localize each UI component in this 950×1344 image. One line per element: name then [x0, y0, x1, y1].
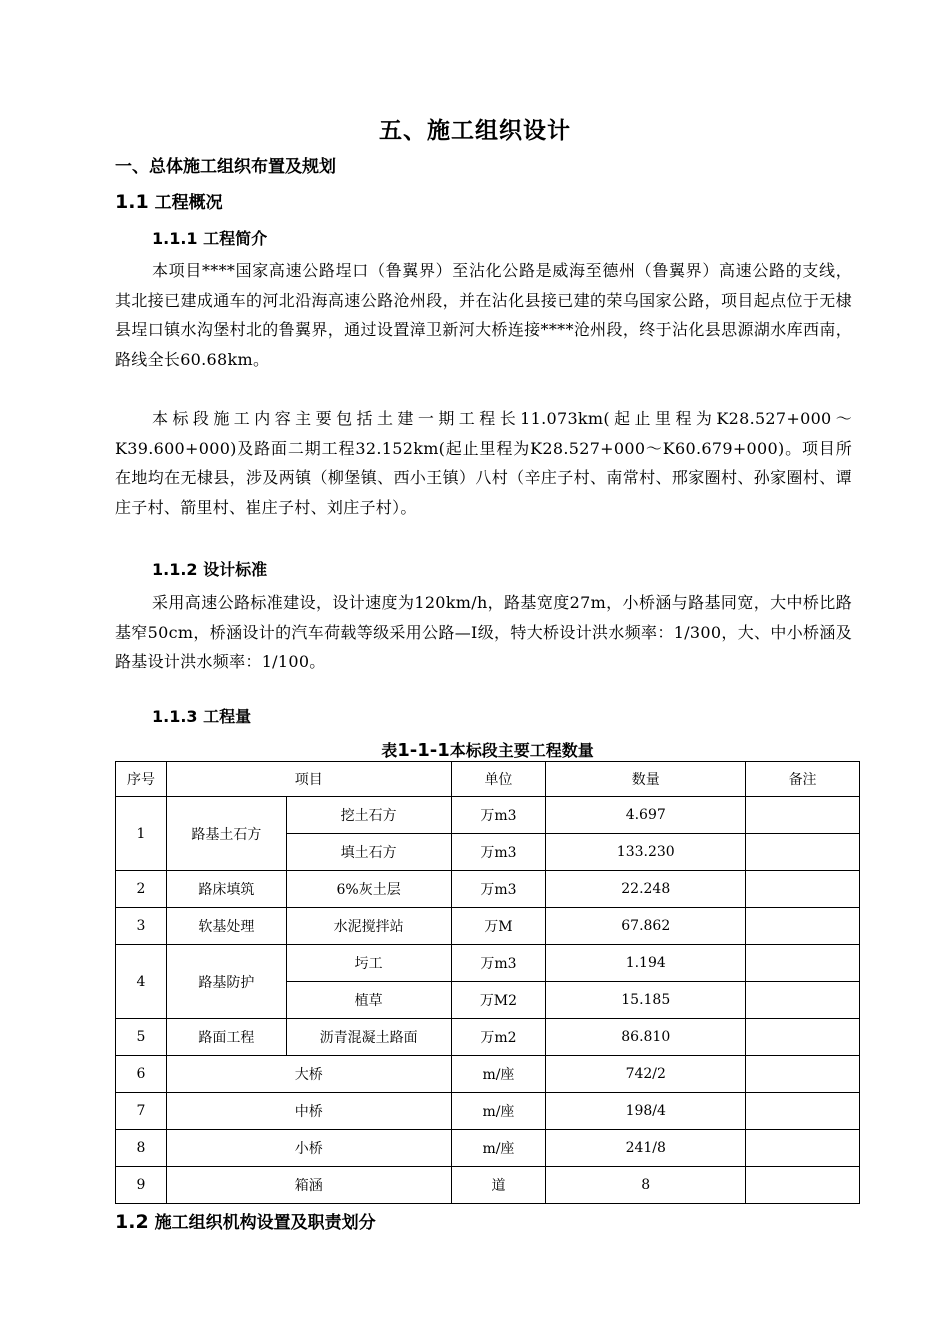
table-header-row	[116, 762, 860, 797]
cell-qty: 15.185	[546, 982, 746, 1019]
cell-qty: 742/2	[546, 1056, 746, 1093]
section-number: 1.1	[115, 191, 149, 213]
cell-unit: 万m3	[451, 834, 546, 871]
table-row	[116, 1167, 860, 1204]
cell-unit: 万m3	[451, 871, 546, 908]
cell-sub: 圬工	[286, 945, 451, 982]
cell-note	[746, 1130, 860, 1167]
cell-seq: 7	[116, 1093, 167, 1130]
quantity-table	[115, 761, 860, 1204]
cell-seq: 9	[116, 1167, 167, 1204]
cell-note	[746, 1056, 860, 1093]
cell-note	[746, 982, 860, 1019]
section-heading-1-1	[115, 188, 223, 213]
cell-sub: 植草	[286, 982, 451, 1019]
cell-item: 路基土石方	[166, 797, 286, 871]
cell-item: 路床填筑	[166, 871, 286, 908]
cell-sub: 填土石方	[286, 834, 451, 871]
section-number: 1.2	[115, 1211, 149, 1233]
document-title: 五、施工组织设计	[379, 118, 571, 144]
cell-qty: 241/8	[546, 1130, 746, 1167]
cell-qty: 4.697	[546, 797, 746, 834]
table-row	[116, 945, 860, 982]
cell-qty: 86.810	[546, 1019, 746, 1056]
cell-qty: 133.230	[546, 834, 746, 871]
cell-note	[746, 945, 860, 982]
cell-qty: 67.862	[546, 908, 746, 945]
table-row	[116, 871, 860, 908]
cell-seq: 1	[116, 797, 167, 871]
cell-sub: 6%灰土层	[286, 871, 451, 908]
cell-note	[746, 1167, 860, 1204]
section-heading-1-1-1: 1.1.1 工程简介	[152, 229, 268, 248]
cell-sub: 挖土石方	[286, 797, 451, 834]
table-row	[116, 1056, 860, 1093]
section-heading-1-1-2: 1.1.2 设计标准	[152, 560, 268, 579]
cell-qty: 1.194	[546, 945, 746, 982]
paragraph-scope: 本标段施工内容主要包括土建一期工程长11.073km(起止里程为K28.527+000～K39.600+000)及路面二期工程32.152km(起止里程为K28.527+000～K60.679+000)。项目所在地均在无棣县，涉及两镇（柳堡镇、西小王镇）八村（辛庄子村、南常村、邢家圈村、孙家圈村、谭庄子村、箭里村、崔庄子村、刘庄子村）。	[115, 409, 852, 517]
cell-item: 软基处理	[166, 908, 286, 945]
header-seq: 序号	[116, 762, 167, 797]
cell-seq: 3	[116, 908, 167, 945]
cell-sub: 沥青混凝土路面	[286, 1019, 451, 1056]
cell-note	[746, 797, 860, 834]
table-row	[116, 797, 860, 834]
cell-item: 路面工程	[166, 1019, 286, 1056]
cell-qty: 198/4	[546, 1093, 746, 1130]
cell-note	[746, 1019, 860, 1056]
cell-item: 箱涵	[166, 1167, 451, 1204]
table-row	[116, 908, 860, 945]
cell-qty: 8	[546, 1167, 746, 1204]
cell-seq: 8	[116, 1130, 167, 1167]
cell-note	[746, 871, 860, 908]
section-label: 施工组织机构设置及职责划分	[154, 1213, 376, 1233]
header-unit: 单位	[451, 762, 546, 797]
cell-item: 路基防护	[166, 945, 286, 1019]
section-heading-1-2	[115, 1208, 376, 1233]
cell-note	[746, 908, 860, 945]
cell-unit: m/座	[451, 1130, 546, 1167]
cell-unit: 万m3	[451, 945, 546, 982]
paragraph-project-intro: 本项目****国家高速公路埕口（鲁翼界）至沾化公路是威海至德州（鲁翼界）高速公路的支线，其北接已建成通车的河北沿海高速公路沧州段，并在沾化县接已建的荣乌国家公路，项目起点位于无棣县埕口镇水沟堡村北的鲁翼界，通过设置漳卫新河大桥连接****沧州段，终于沾化县思源湖水库西南，路线全长60.68km。	[115, 261, 852, 369]
cell-note	[746, 1093, 860, 1130]
cell-unit: m/座	[451, 1056, 546, 1093]
cell-unit: 万M2	[451, 982, 546, 1019]
cell-unit: 万m2	[451, 1019, 546, 1056]
cell-unit: 万M	[451, 908, 546, 945]
paragraph-design-standard: 采用高速公路标准建设，设计速度为120km/h，路基宽度27m，小桥涵与路基同宽，大中桥比路基窄50cm，桥涵设计的汽车荷载等级采用公路—I级，特大桥设计洪水频率：1/300，大、中小桥涵及路基设计洪水频率：1/100。	[115, 593, 852, 671]
table-caption: 表1-1-1本标段主要工程数量	[381, 740, 594, 761]
cell-item: 大桥	[166, 1056, 451, 1093]
table-row	[116, 1130, 860, 1167]
table-row	[116, 1093, 860, 1130]
section-label: 工程概况	[154, 193, 223, 213]
cell-seq: 5	[116, 1019, 167, 1056]
cell-seq: 2	[116, 871, 167, 908]
cell-qty: 22.248	[546, 871, 746, 908]
cell-unit: 道	[451, 1167, 546, 1204]
header-item: 项目	[166, 762, 451, 797]
cell-unit: 万m3	[451, 797, 546, 834]
section-heading-1: 一、总体施工组织布置及规划	[115, 157, 336, 177]
cell-sub: 水泥搅拌站	[286, 908, 451, 945]
header-note: 备注	[746, 762, 860, 797]
section-heading-1-1-3: 1.1.3 工程量	[152, 707, 252, 726]
cell-seq: 4	[116, 945, 167, 1019]
cell-item: 小桥	[166, 1130, 451, 1167]
header-qty: 数量	[546, 762, 746, 797]
cell-note	[746, 834, 860, 871]
table-row	[116, 1019, 860, 1056]
cell-unit: m/座	[451, 1093, 546, 1130]
cell-item: 中桥	[166, 1093, 451, 1130]
cell-seq: 6	[116, 1056, 167, 1093]
